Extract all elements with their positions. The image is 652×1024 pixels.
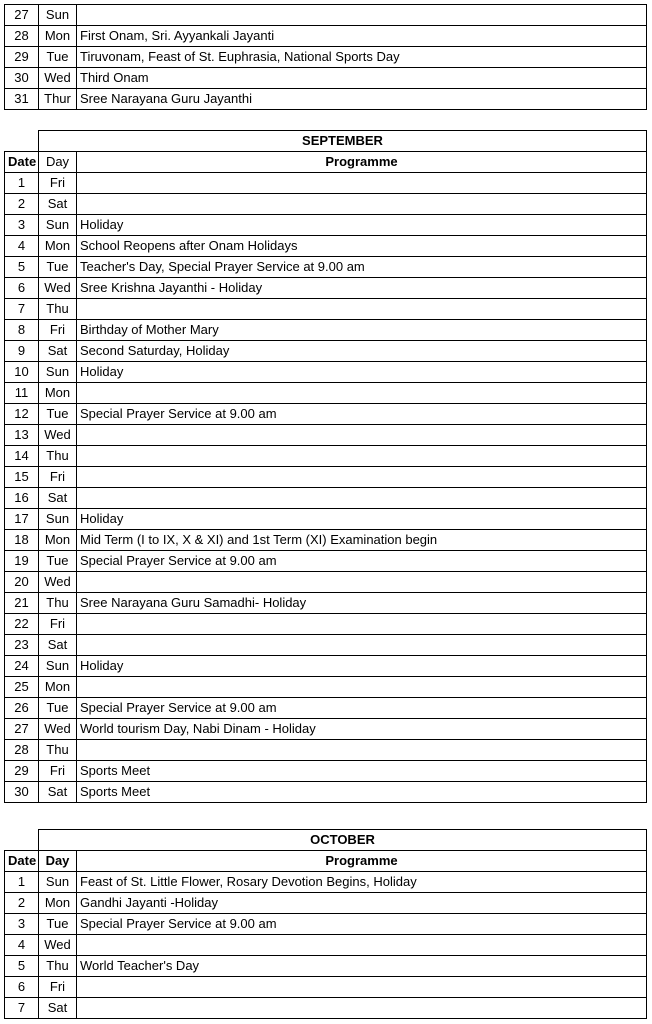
table-row — [5, 5, 647, 26]
table-row — [5, 425, 647, 446]
table-row — [5, 893, 647, 914]
table-row — [5, 404, 647, 425]
date-cell: 27 — [5, 5, 39, 26]
day-cell: Fri — [39, 614, 77, 635]
programme-cell: Special Prayer Service at 9.00 am — [77, 914, 647, 935]
day-cell: Wed — [39, 935, 77, 956]
date-cell: 17 — [5, 509, 39, 530]
day-cell: Wed — [39, 572, 77, 593]
programme-cell — [77, 425, 647, 446]
header-row — [5, 851, 647, 872]
day-cell: Sun — [39, 362, 77, 383]
programme-cell: Birthday of Mother Mary — [77, 320, 647, 341]
table-row — [5, 782, 647, 803]
header-row — [5, 152, 647, 173]
date-cell: 27 — [5, 719, 39, 740]
table-row — [5, 446, 647, 467]
date-cell: 5 — [5, 257, 39, 278]
date-cell: 2 — [5, 893, 39, 914]
day-cell: Tue — [39, 914, 77, 935]
day-cell: Mon — [39, 677, 77, 698]
programme-cell: Sports Meet — [77, 782, 647, 803]
month-title: SEPTEMBER — [39, 131, 647, 152]
blank-cell — [5, 131, 39, 152]
table-row — [5, 593, 647, 614]
programme-cell — [77, 173, 647, 194]
day-cell: Tue — [39, 698, 77, 719]
date-cell: 30 — [5, 782, 39, 803]
table-row — [5, 341, 647, 362]
programme-cell — [77, 977, 647, 998]
date-cell: 6 — [5, 278, 39, 299]
date-cell: 7 — [5, 299, 39, 320]
date-cell: 4 — [5, 236, 39, 257]
date-cell: 18 — [5, 530, 39, 551]
programme-cell — [77, 677, 647, 698]
day-cell: Tue — [39, 47, 77, 68]
table-row — [5, 488, 647, 509]
programme-cell: School Reopens after Onam Holidays — [77, 236, 647, 257]
date-cell: 1 — [5, 872, 39, 893]
date-cell: 29 — [5, 761, 39, 782]
date-cell: 16 — [5, 488, 39, 509]
table-row — [5, 614, 647, 635]
table-row — [5, 383, 647, 404]
date-cell: 25 — [5, 677, 39, 698]
programme-header: Programme — [77, 152, 647, 173]
august-table — [4, 4, 647, 110]
day-cell: Thu — [39, 740, 77, 761]
day-cell: Tue — [39, 404, 77, 425]
day-cell: Tue — [39, 551, 77, 572]
day-cell: Sat — [39, 194, 77, 215]
table-row — [5, 635, 647, 656]
programme-cell — [77, 935, 647, 956]
table-row — [5, 656, 647, 677]
date-cell: 1 — [5, 173, 39, 194]
table-row — [5, 320, 647, 341]
day-cell: Sun — [39, 215, 77, 236]
programme-cell: Mid Term (I to IX, X & XI) and 1st Term (XI) Examination begin — [77, 530, 647, 551]
date-cell: 3 — [5, 215, 39, 236]
blank-cell — [5, 830, 39, 851]
programme-cell — [77, 194, 647, 215]
day-cell: Sat — [39, 635, 77, 656]
month-title: OCTOBER — [39, 830, 647, 851]
table-row — [5, 935, 647, 956]
programme-cell — [77, 383, 647, 404]
programme-cell: Teacher's Day, Special Prayer Service at 9.00 am — [77, 257, 647, 278]
programme-cell: Sports Meet — [77, 761, 647, 782]
october-section — [4, 829, 647, 1019]
table-row — [5, 677, 647, 698]
date-cell: 13 — [5, 425, 39, 446]
day-cell: Mon — [39, 383, 77, 404]
day-cell: Mon — [39, 236, 77, 257]
month-title-row — [5, 830, 647, 851]
programme-cell: Feast of St. Little Flower, Rosary Devotion Begins, Holiday — [77, 872, 647, 893]
programme-cell — [77, 299, 647, 320]
programme-cell: Special Prayer Service at 9.00 am — [77, 551, 647, 572]
table-row — [5, 215, 647, 236]
date-cell: 11 — [5, 383, 39, 404]
day-cell: Wed — [39, 278, 77, 299]
date-cell: 2 — [5, 194, 39, 215]
programme-cell: World Teacher's Day — [77, 956, 647, 977]
table-row — [5, 977, 647, 998]
september-table — [4, 130, 647, 803]
programme-cell — [77, 740, 647, 761]
programme-header: Programme — [77, 851, 647, 872]
day-cell: Fri — [39, 977, 77, 998]
programme-cell — [77, 488, 647, 509]
day-cell: Sat — [39, 782, 77, 803]
date-cell: 3 — [5, 914, 39, 935]
table-row — [5, 467, 647, 488]
day-cell: Sat — [39, 488, 77, 509]
date-cell: 14 — [5, 446, 39, 467]
date-cell: 28 — [5, 26, 39, 47]
programme-cell: Holiday — [77, 509, 647, 530]
programme-cell: Gandhi Jayanti -Holiday — [77, 893, 647, 914]
day-cell: Sat — [39, 341, 77, 362]
programme-cell: First Onam, Sri. Ayyankali Jayanti — [77, 26, 647, 47]
day-cell: Fri — [39, 320, 77, 341]
day-header: Day — [39, 152, 77, 173]
date-cell: 12 — [5, 404, 39, 425]
day-cell: Wed — [39, 68, 77, 89]
table-row — [5, 26, 647, 47]
day-cell: Sun — [39, 656, 77, 677]
day-cell: Wed — [39, 719, 77, 740]
table-row — [5, 998, 647, 1019]
date-cell: 23 — [5, 635, 39, 656]
date-cell: 9 — [5, 341, 39, 362]
day-cell: Sat — [39, 998, 77, 1019]
table-row — [5, 551, 647, 572]
programme-cell: Holiday — [77, 362, 647, 383]
day-cell: Thu — [39, 956, 77, 977]
programme-cell — [77, 446, 647, 467]
programme-cell: World tourism Day, Nabi Dinam - Holiday — [77, 719, 647, 740]
table-row — [5, 872, 647, 893]
programme-cell: Sree Narayana Guru Samadhi- Holiday — [77, 593, 647, 614]
august-section — [4, 4, 647, 110]
table-row — [5, 698, 647, 719]
day-cell: Thu — [39, 446, 77, 467]
date-cell: 4 — [5, 935, 39, 956]
table-row — [5, 68, 647, 89]
table-row — [5, 278, 647, 299]
programme-cell: Holiday — [77, 656, 647, 677]
day-cell: Fri — [39, 761, 77, 782]
programme-cell — [77, 5, 647, 26]
programme-cell — [77, 467, 647, 488]
october-table — [4, 829, 647, 1019]
programme-cell: Holiday — [77, 215, 647, 236]
month-title-row — [5, 131, 647, 152]
date-cell: 30 — [5, 68, 39, 89]
programme-cell — [77, 572, 647, 593]
day-cell: Sun — [39, 509, 77, 530]
date-cell: 26 — [5, 698, 39, 719]
date-cell: 19 — [5, 551, 39, 572]
date-cell: 21 — [5, 593, 39, 614]
date-cell: 28 — [5, 740, 39, 761]
day-cell: Sun — [39, 5, 77, 26]
table-row — [5, 572, 647, 593]
programme-cell — [77, 614, 647, 635]
programme-cell — [77, 998, 647, 1019]
programme-cell: Sree Krishna Jayanthi - Holiday — [77, 278, 647, 299]
date-cell: 29 — [5, 47, 39, 68]
table-row — [5, 761, 647, 782]
programme-cell — [77, 635, 647, 656]
table-row — [5, 956, 647, 977]
date-cell: 31 — [5, 89, 39, 110]
date-cell: 7 — [5, 998, 39, 1019]
october-rows — [5, 872, 647, 1019]
day-cell: Thu — [39, 299, 77, 320]
date-cell: 8 — [5, 320, 39, 341]
table-row — [5, 719, 647, 740]
table-row — [5, 47, 647, 68]
date-cell: 10 — [5, 362, 39, 383]
date-header: Date — [5, 152, 39, 173]
day-cell: Sun — [39, 872, 77, 893]
day-cell: Fri — [39, 173, 77, 194]
table-row — [5, 362, 647, 383]
day-cell: Fri — [39, 467, 77, 488]
programme-cell: Special Prayer Service at 9.00 am — [77, 698, 647, 719]
table-row — [5, 173, 647, 194]
table-row — [5, 257, 647, 278]
table-row — [5, 299, 647, 320]
programme-cell: Third Onam — [77, 68, 647, 89]
table-row — [5, 509, 647, 530]
table-row — [5, 236, 647, 257]
day-cell: Wed — [39, 425, 77, 446]
date-cell: 5 — [5, 956, 39, 977]
day-cell: Tue — [39, 257, 77, 278]
august-rows — [5, 5, 647, 110]
day-cell: Thur — [39, 89, 77, 110]
september-rows — [5, 173, 647, 803]
date-header: Date — [5, 851, 39, 872]
date-cell: 22 — [5, 614, 39, 635]
table-row — [5, 914, 647, 935]
day-cell: Thu — [39, 593, 77, 614]
date-cell: 20 — [5, 572, 39, 593]
day-cell: Mon — [39, 26, 77, 47]
table-row — [5, 530, 647, 551]
day-header: Day — [39, 851, 77, 872]
table-row — [5, 194, 647, 215]
date-cell: 6 — [5, 977, 39, 998]
programme-cell: Special Prayer Service at 9.00 am — [77, 404, 647, 425]
table-row — [5, 89, 647, 110]
day-cell: Mon — [39, 893, 77, 914]
date-cell: 24 — [5, 656, 39, 677]
table-row — [5, 740, 647, 761]
september-section — [4, 130, 647, 803]
date-cell: 15 — [5, 467, 39, 488]
programme-cell: Second Saturday, Holiday — [77, 341, 647, 362]
day-cell: Mon — [39, 530, 77, 551]
programme-cell: Sree Narayana Guru Jayanthi — [77, 89, 647, 110]
programme-cell: Tiruvonam, Feast of St. Euphrasia, National Sports Day — [77, 47, 647, 68]
